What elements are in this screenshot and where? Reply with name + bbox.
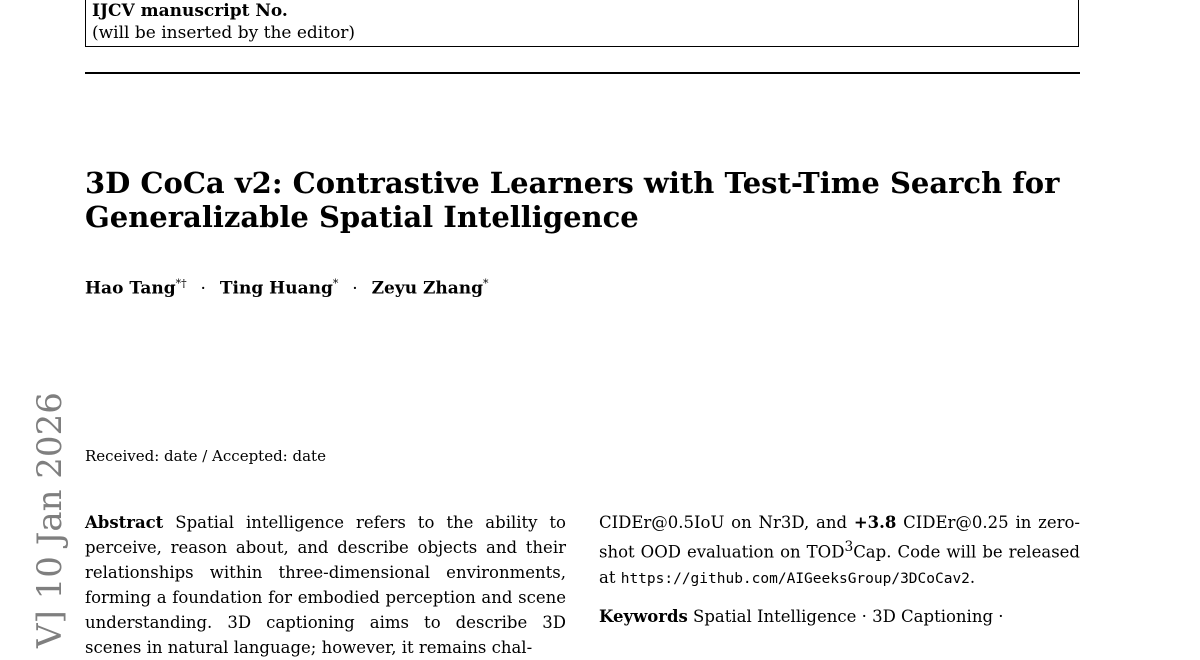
abstract-continuation xyxy=(599,510,1080,592)
author-list xyxy=(85,272,489,301)
author-marks: *† xyxy=(175,277,187,290)
abstract-cont-text: . xyxy=(969,567,976,587)
keywords-label: Keywords xyxy=(599,606,688,626)
abstract-label: Abstract xyxy=(85,513,164,532)
superscript: 3 xyxy=(844,539,854,555)
author-marks: * xyxy=(483,277,489,290)
right-column xyxy=(599,510,1080,629)
author-separator: · xyxy=(352,278,358,299)
keywords-line xyxy=(599,604,1080,629)
abstract-cont-text: CIDEr@0.5IoU on Nr3D, and xyxy=(599,513,854,532)
author-name: Zeyu Zhang xyxy=(371,278,484,299)
manuscript-header-box xyxy=(85,0,1079,47)
abstract-cont-text: Cap. Code will be released at xyxy=(599,542,1080,587)
abstract-cont-text: CIDEr@0.25 in zero-shot OOD evaluation on TOD xyxy=(599,513,1080,562)
received-accepted-line: Received: date / Accepted: date xyxy=(85,447,326,465)
author-name: Hao Tang xyxy=(85,278,176,299)
author-name: Ting Huang xyxy=(219,278,333,299)
manuscript-number-label: IJCV manuscript No. xyxy=(92,1,288,21)
cider-gain-value: +3.8 xyxy=(853,513,897,532)
editor-note: (will be inserted by the editor) xyxy=(92,23,356,43)
code-url-link[interactable]: https://github.com/AIGeeksGroup/3DCoCav2 xyxy=(620,570,970,587)
author-separator: · xyxy=(200,278,206,299)
abstract-text: Spatial intelligence refers to the ability to perceive, reason about, and describe objects and their relationships within three-dimensional environments, forming a foundation for embodied perception and scene understanding. 3D captioning aims to describe 3D scenes in natural language; however, it remains chal- xyxy=(85,513,566,657)
author-marks: * xyxy=(332,277,339,290)
arxiv-margin-stamp: V] 10 Jan 2026 xyxy=(30,392,70,648)
header-rule xyxy=(85,72,1080,74)
paper-title: 3D CoCa v2: Contrastive Learners with Test-Time Search for Generalizable Spatial Intelligence xyxy=(85,166,1060,234)
abstract-column xyxy=(85,510,566,660)
keywords-text: Spatial Intelligence · 3D Captioning · xyxy=(693,606,1004,626)
